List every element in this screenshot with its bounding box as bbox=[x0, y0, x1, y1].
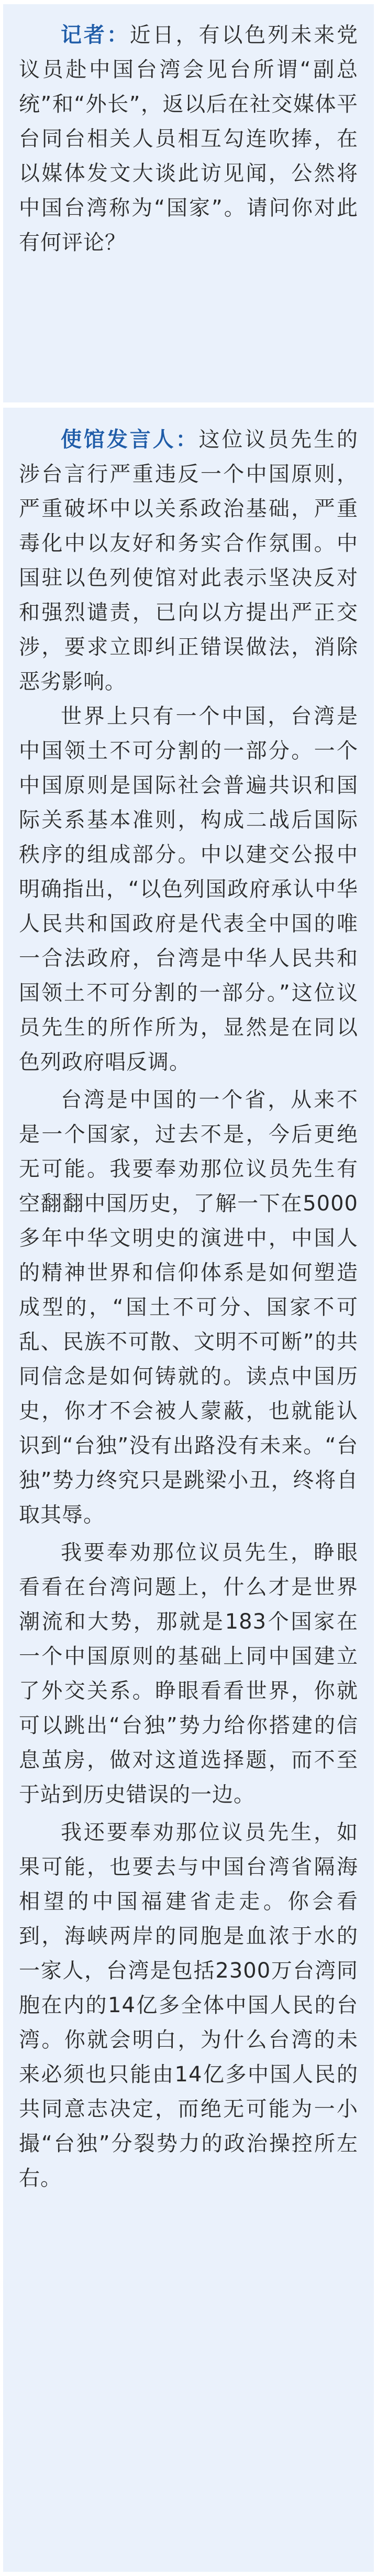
answer-paragraph-1-text: 这位议员先生的涉台言行严重违反一个中国原则，严重破坏中以关系政治基础，严重毒化中以友好和务实合作氛围。中国驻以色列使馆对此表示坚决反对和强烈谴责，已向以方提出严正交涉，要求立即纠正错误做法，消除恶劣影响。 bbox=[19, 428, 358, 694]
question-card bbox=[3, 4, 374, 402]
answer-paragraph-2: 世界上只有一个中国，台湾是中国领土不可分割的一部分。一个中国原则是国际社会普遍共识和国际关系基本准则，构成二战后国际秩序的组成部分。中以建交公报中明确指出，“以色列国政府承认中华人民共和国政府是代表全中国的唯一合法政府，台湾是中华人民共和国领土不可分割的一部分。”这位议员先生的所作所为，显然是在同以色列政府唱反调。 bbox=[19, 704, 358, 1074]
question-text: 近日，有以色列未来党议员赴中国台湾会见台所谓“副总统”和“外长”，返以后在社交媒体平台同台相关人员相互勾连吹捧，在以媒体发文大谈此访见闻，公然将中国台湾称为“国家”。请问你对此有何评论？ bbox=[19, 23, 358, 255]
answer-card bbox=[3, 408, 374, 2572]
answer-speaker-label: 使馆发言人： bbox=[61, 428, 199, 452]
answer-paragraph-3: 台湾是中国的一个省，从来不是一个国家，过去不是，今后更绝无可能。我要奉劝那位议员先生有空翻翻中国历史，了解一下在5000多年中华文明史的演进中，中国人的精神世界和信仰体系是如何塑造成型的，“国土不可分、国家不可乱、民族不可散、文明不可断”的共同信念是如何铸就的。读点中国历史，你才不会被人蒙蔽，也就能认识到“台独”没有出路没有未来。“台独”势力终究只是跳梁小丑，终将自取其辱。 bbox=[19, 1088, 358, 1527]
answer-paragraph-5: 我还要奉劝那位议员先生，如果可能，也要去与中国台湾省隔海相望的中国福建省走走。你会看到，海峡两岸的同胞是血浓于水的一家人，台湾是包括2300万台湾同胞在内的14亿多全体中国人民的台湾。你就会明白，为什么台湾的未来必须也只能由14亿多中国人民的共同意志决定，而绝无可能为一小撮“台独”分裂势力的政治操控所左右。 bbox=[19, 1820, 358, 2190]
answer-paragraph-1 bbox=[19, 422, 358, 699]
question-speaker-label: 记者： bbox=[61, 23, 130, 47]
question-paragraph bbox=[19, 18, 358, 260]
answer-paragraph-4: 我要奉劝那位议员先生，睁眼看看在台湾问题上，什么才是世界潮流和大势，那就是183个国家在一个中国原则的基础上同中国建立了外交关系。睁眼看看世界，你就可以跳出“台独”势力给你搭建的信息茧房，做对这道选择题，而不至于站到历史错误的一边。 bbox=[19, 1541, 358, 1807]
